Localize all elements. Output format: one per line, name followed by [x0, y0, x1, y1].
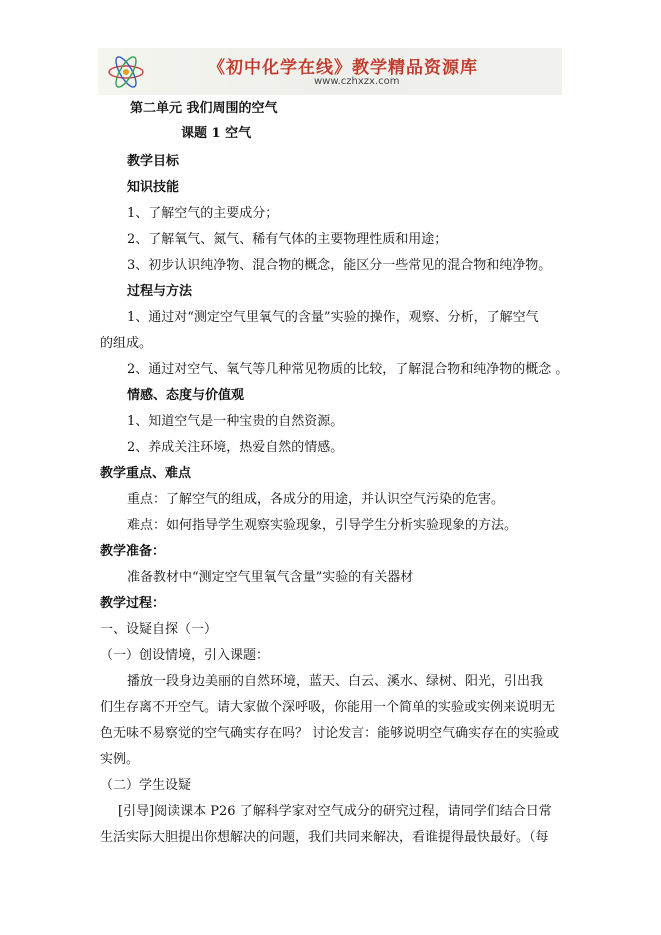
- sub-1-heading: （一）创设情境，引入课题：: [100, 648, 270, 663]
- unit-title: 第二单元 我们周围的空气: [130, 101, 278, 116]
- process-item-2: 2、通过对空气、氧气等几种常见物质的比较，了解混合物和纯净物的概念 。: [127, 362, 569, 377]
- emotion-item-2: 2、养成关注环境，热爱自然的情感。: [127, 440, 344, 455]
- key-point: 重点：了解空气的组成，各成分的用途，并认识空气污染的危害。: [127, 492, 505, 507]
- teaching-process-heading: 教学过程：: [100, 596, 166, 611]
- part-1-heading: 一、设疑自探（一）: [100, 622, 218, 637]
- paragraph-2-line-1: [引导]阅读课本 P26 了解科学家对空气成分的研究过程，请同学们结合日常: [118, 804, 552, 819]
- banner-url: www.czhxzx.com: [314, 76, 400, 87]
- process-heading: 过程与方法: [127, 284, 193, 299]
- emotion-item-1: 1、知道空气是一种宝贵的自然资源。: [127, 414, 344, 429]
- lesson-title: 课题 1 空气: [181, 126, 252, 141]
- paragraph-1-line-4: 实例。: [100, 752, 140, 767]
- skill-item-1: 1、了解空气的主要成分；: [127, 206, 279, 221]
- process-item-1: 1、通过对“测定空气里氧气的含量”实验的操作，观察、分析，了解空气: [127, 310, 539, 325]
- paragraph-1-line-2: 们生存离不开空气。请大家做个深呼吸，你能用一个简单的实验或实例来说明无: [100, 700, 556, 715]
- skill-item-2: 2、了解氧气、氮气、稀有气体的主要物理性质和用途；: [127, 232, 448, 247]
- goals-heading: 教学目标: [127, 154, 180, 169]
- prep-heading: 教学准备：: [100, 544, 166, 559]
- key-heading: 教学重点、难点: [100, 466, 192, 481]
- skill-item-3: 3、初步认识纯净物、混合物的概念，能区分一些常见的混合物和纯净物。: [127, 258, 552, 273]
- prep-text: 准备教材中“测定空气里氧气含量”实验的有关器材: [127, 570, 414, 585]
- header-banner: [98, 48, 562, 95]
- process-item-1-cont: 的组成。: [100, 336, 153, 351]
- emotion-heading: 情感、态度与价值观: [127, 388, 245, 403]
- paragraph-1-line-1: 播放一段身边美丽的自然环境，蓝天、白云、溪水、绿树、阳光，引出我: [127, 674, 544, 689]
- difficult-point: 难点：如何指导学生观察实验现象，引导学生分析实验现象的方法。: [127, 518, 518, 533]
- skills-heading: 知识技能: [127, 180, 180, 195]
- sub-2-heading: （二）学生设疑: [100, 778, 192, 793]
- banner-title: 《初中化学在线》教学精品资源库: [208, 58, 478, 78]
- atom-logo-icon: [106, 52, 146, 92]
- paragraph-2-line-2: 生活实际大胆提出你想解决的问题，我们共同来解决，看谁提得最快最好。（每: [100, 830, 549, 845]
- paragraph-1-line-3: 色无味不易察觉的空气确实存在吗？ 讨论发言：能够说明空气确实存在的实验或: [100, 726, 560, 741]
